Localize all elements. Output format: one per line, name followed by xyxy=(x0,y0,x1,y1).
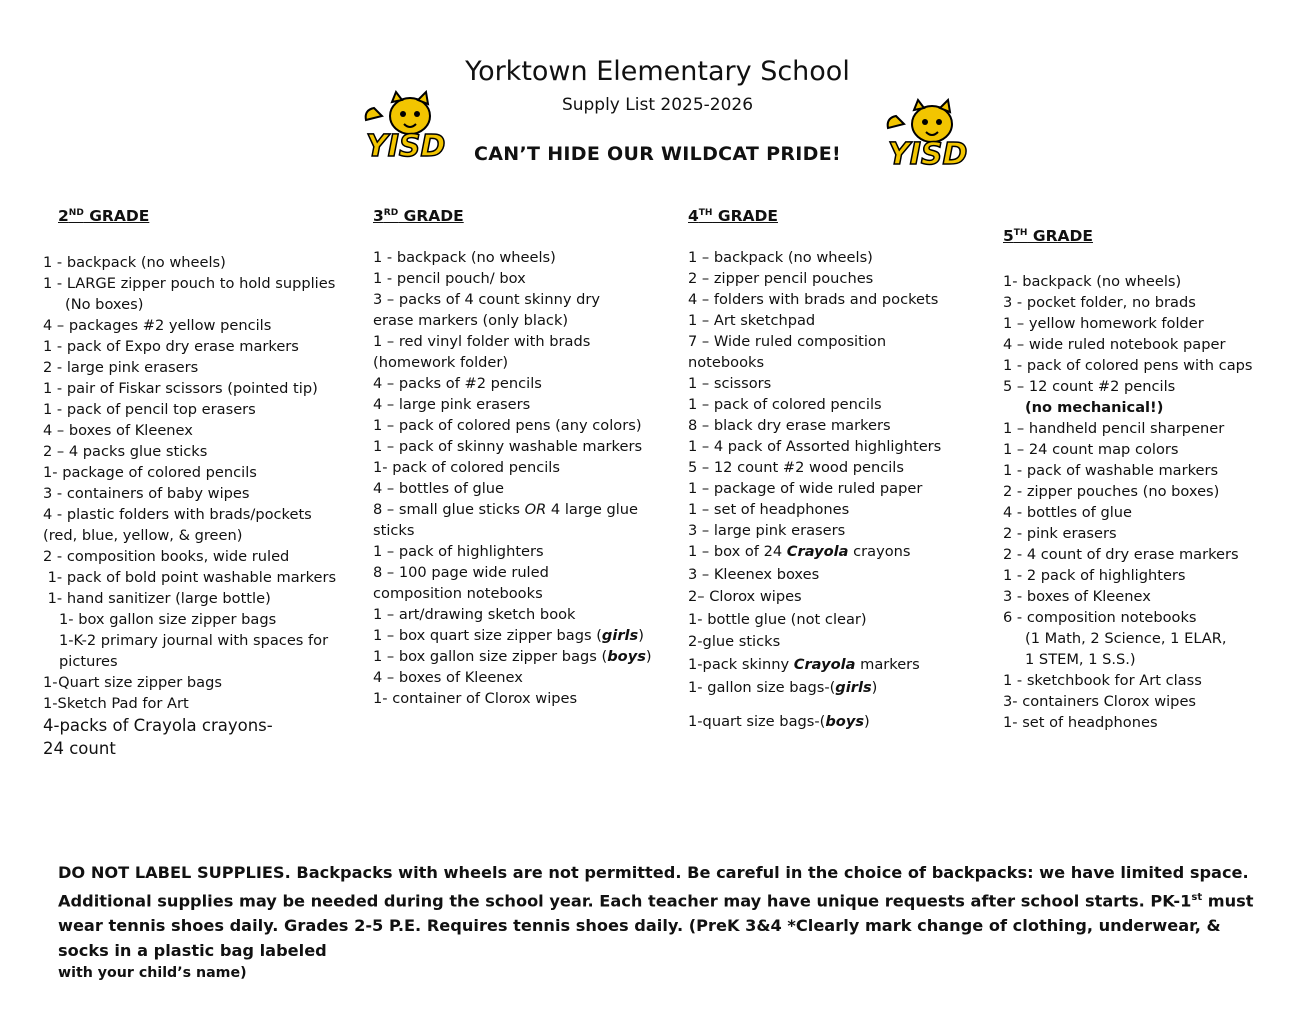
list-item: 7 – Wide ruled composition notebooks xyxy=(688,333,887,371)
list-item: (red, blue, yellow, & green) xyxy=(43,527,243,544)
list-item: 1- pack of colored pencils xyxy=(373,459,560,476)
list-item: 1 – handheld pencil sharpener xyxy=(1003,420,1225,437)
list-item: 8 – black dry erase markers xyxy=(688,417,891,434)
list-item: 1 – 4 pack of Assorted highlighters xyxy=(688,438,942,455)
list-item: 1 - sketchbook for Art class xyxy=(1003,672,1202,689)
list-item: 1 – pack of highlighters xyxy=(373,543,544,560)
list-item: (No boxes) xyxy=(65,296,144,313)
list-item: 1 - pack of washable markers xyxy=(1003,462,1219,479)
list-item: 2-glue sticks xyxy=(688,633,781,650)
list-item: 4 – folders with brads and pockets xyxy=(688,291,939,308)
list-item: 1 STEM, 1 S.S.) xyxy=(1025,651,1136,668)
pride-slogan: CAN’T HIDE OUR WILDCAT PRIDE! xyxy=(474,143,841,165)
list-item: 1-Sketch Pad for Art xyxy=(43,695,189,712)
yisd-logo-text: YISD xyxy=(888,137,968,172)
footer-line: DO NOT LABEL SUPPLIES. Backpacks with wheels are not permitted. Be careful in the choice of backpacks: we have limited space. xyxy=(58,863,1249,882)
list-item: 4 – boxes of Kleenex xyxy=(43,422,193,439)
list-item: 1 - pair of Fiskar scissors (pointed tip) xyxy=(43,380,318,397)
list-item: 2 – 4 packs glue sticks xyxy=(43,443,208,460)
list-item: 1- backpack (no wheels) xyxy=(1003,273,1182,290)
supply-list-2nd xyxy=(43,252,343,760)
list-item: 8 – 100 page wide ruled composition notebooks xyxy=(373,564,549,602)
list-item: 1-Quart size zipper bags xyxy=(43,674,222,691)
list-item: 1 – set of headphones xyxy=(688,501,850,518)
list-item: 4-packs of Crayola crayons-24 count xyxy=(43,716,273,758)
list-item: 5 – 12 count #2 pencils xyxy=(1003,378,1176,395)
grade-heading-4th: 4TH GRADE xyxy=(688,207,778,225)
list-item: 1- gallon size bags-(girls) xyxy=(688,679,878,696)
grade-heading-3rd: 3RD GRADE xyxy=(373,207,464,225)
list-item: 1 - pencil pouch/ box xyxy=(373,270,526,287)
list-item: 3 - boxes of Kleenex xyxy=(1003,588,1151,605)
list-item: 1 - pack of pencil top erasers xyxy=(43,401,256,418)
yisd-logo-text: YISD xyxy=(366,129,446,164)
list-item: 1 – art/drawing sketch book xyxy=(373,606,576,623)
list-item: 3- containers Clorox wipes xyxy=(1003,693,1197,710)
list-item: 1 – 24 count map colors xyxy=(1003,441,1179,458)
list-item: 1 – Art sketchpad xyxy=(688,312,816,329)
list-item: (no mechanical!) xyxy=(1025,399,1164,416)
list-item: 2 - large pink erasers xyxy=(43,359,199,376)
list-item: 4 - plastic folders with brads/pockets xyxy=(43,506,312,523)
supply-list-5th xyxy=(1003,271,1293,733)
list-item: 1 - backpack (no wheels) xyxy=(373,249,556,266)
list-item: 1- pack of bold point washable markers xyxy=(43,569,337,586)
list-item: 5 – 12 count #2 wood pencils xyxy=(688,459,904,476)
list-item: 1 – pack of skinny washable markers xyxy=(373,438,643,455)
list-item: 4 – large pink erasers xyxy=(373,396,531,413)
list-item: 1- set of headphones xyxy=(1003,714,1158,731)
list-item: 1 – backpack (no wheels) xyxy=(688,249,873,266)
list-item: 2 - composition books, wide ruled xyxy=(43,548,290,565)
list-item: 1 – red vinyl folder with brads (homework folder) xyxy=(373,333,591,371)
supply-list-3rd xyxy=(373,247,653,709)
list-item: 1 – scissors xyxy=(688,375,772,392)
list-item: 1- container of Clorox wipes xyxy=(373,690,578,707)
list-item: 1 – pack of colored pencils xyxy=(688,396,882,413)
list-item: 4 – boxes of Kleenex xyxy=(373,669,523,686)
page-subtitle: Supply List 2025-2026 xyxy=(561,95,754,115)
list-item: 1- package of colored pencils xyxy=(43,464,257,481)
list-item: 1- hand sanitizer (large bottle) xyxy=(43,590,271,607)
list-item: 1 – box quart size zipper bags (girls) xyxy=(373,627,644,644)
list-item: 2 - zipper pouches (no boxes) xyxy=(1003,483,1220,500)
list-item: 2– Clorox wipes xyxy=(688,588,802,605)
list-item: 4 - bottles of glue xyxy=(1003,504,1132,521)
footer-notice xyxy=(58,860,1258,983)
list-item: 2 - pink erasers xyxy=(1003,525,1117,542)
list-item: 3 – large pink erasers xyxy=(688,522,846,539)
list-item: 3 - pocket folder, no brads xyxy=(1003,294,1196,311)
list-item: 1- box gallon size zipper bags xyxy=(59,611,277,628)
list-item: 3 – Kleenex boxes xyxy=(688,566,820,583)
list-item: 1 - backpack (no wheels) xyxy=(43,254,226,271)
grade-heading-5th: 5TH GRADE xyxy=(1003,227,1093,245)
wildcat-logo-right xyxy=(882,98,974,172)
list-item: 3 – packs of 4 count skinny dry erase markers (only black) xyxy=(373,291,601,329)
list-item: 2 – zipper pencil pouches xyxy=(688,270,874,287)
list-item: 6 - composition notebooks xyxy=(1003,609,1197,626)
list-item: 1 – yellow homework folder xyxy=(1003,315,1204,332)
list-item: 1 – package of wide ruled paper xyxy=(688,480,923,497)
list-item: 3 - containers of baby wipes xyxy=(43,485,250,502)
page-title: Yorktown Elementary School xyxy=(465,56,850,87)
wildcat-logo-left xyxy=(360,90,452,164)
list-item: 2 - 4 count of dry erase markers xyxy=(1003,546,1239,563)
list-item: 1-K-2 primary journal with spaces for pictures xyxy=(59,632,329,670)
list-item: 1 - pack of Expo dry erase markers xyxy=(43,338,299,355)
footer-line: with your child’s name) xyxy=(58,965,247,982)
list-item: 1-quart size bags-(boys) xyxy=(688,713,870,730)
list-item: 4 – wide ruled notebook paper xyxy=(1003,336,1226,353)
list-item: 1- bottle glue (not clear) xyxy=(688,611,867,628)
list-item: 1 - LARGE zipper pouch to hold supplies xyxy=(43,275,336,292)
grade-heading-2nd: 2ND GRADE xyxy=(58,207,150,225)
list-item: 1 - pack of colored pens with caps xyxy=(1003,357,1253,374)
list-item: 1 - 2 pack of highlighters xyxy=(1003,567,1186,584)
list-item: 1-pack skinny Crayola markers xyxy=(688,656,920,673)
list-item: 8 – small glue sticks OR 4 large glue sticks xyxy=(373,501,639,539)
list-item: 4 – bottles of glue xyxy=(373,480,505,497)
list-item: 1 – pack of colored pens (any colors) xyxy=(373,417,642,434)
list-item: 4 – packs of #2 pencils xyxy=(373,375,542,392)
supply-list-4th xyxy=(688,247,978,732)
list-item: 1 – box gallon size zipper bags (boys) xyxy=(373,648,652,665)
list-item: (1 Math, 2 Science, 1 ELAR, xyxy=(1025,630,1227,647)
list-item: 4 – packages #2 yellow pencils xyxy=(43,317,272,334)
list-item: 1 – box of 24 Crayola crayons xyxy=(688,543,911,560)
footer-line: Additional supplies may be needed during the school year. Each teacher may have unique requests after school starts. PK-1st must wear tennis shoes daily. Grades 2-5 P.E. Requires tennis shoes daily. (PreK 3&4 *Clearly mark change of clothing, underwear, & socks in a plastic bag labeled xyxy=(58,891,1254,961)
